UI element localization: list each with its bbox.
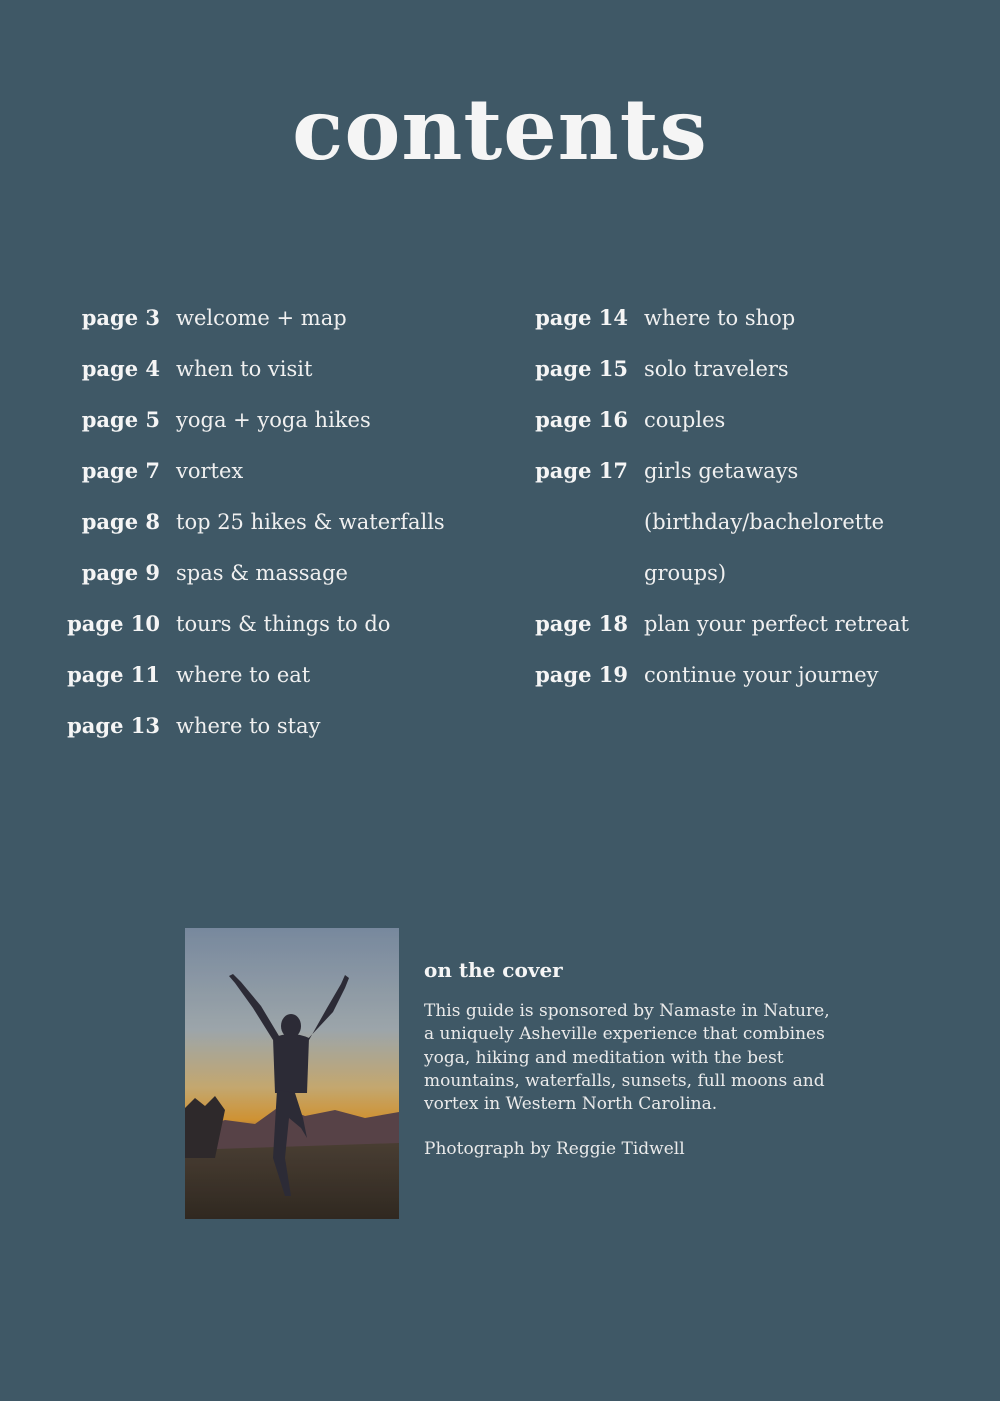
toc-label: groups) — [644, 561, 727, 585]
toc-entry[interactable] — [60, 453, 500, 504]
toc-label: couples — [644, 408, 726, 432]
toc-entry[interactable] — [520, 606, 940, 657]
toc-entry[interactable] — [60, 300, 500, 351]
toc-entry[interactable] — [60, 606, 500, 657]
toc-page-number: page 10 — [67, 611, 160, 636]
toc-page-number: page 3 — [81, 305, 160, 330]
toc-page-number: page 5 — [81, 407, 160, 432]
toc-right-column — [520, 300, 940, 708]
toc-label: solo travelers — [644, 357, 789, 381]
toc-label: when to visit — [176, 357, 313, 381]
toc-label: continue your journey — [644, 663, 879, 687]
toc-page-number: page 7 — [81, 458, 160, 483]
toc-entry[interactable] — [60, 657, 500, 708]
toc-entry[interactable] — [520, 300, 940, 351]
toc-page-number: page 16 — [535, 407, 628, 432]
toc-entry[interactable] — [60, 555, 500, 606]
toc-entry[interactable] — [520, 453, 940, 504]
toc-label: vortex — [176, 459, 244, 483]
toc-entry[interactable] — [520, 351, 940, 402]
toc-label: where to shop — [644, 306, 796, 330]
toc-label: (birthday/bachelorette — [644, 510, 885, 534]
toc-page-number: page 14 — [535, 305, 628, 330]
toc-page-number: page 8 — [81, 509, 160, 534]
toc-label: spas & massage — [176, 561, 348, 585]
toc-label: welcome + map — [176, 306, 347, 330]
toc-label: top 25 hikes & waterfalls — [176, 510, 445, 534]
toc-entry[interactable] — [60, 708, 500, 759]
toc-label: tours & things to do — [176, 612, 391, 636]
toc-entry[interactable] — [520, 657, 940, 708]
toc-entry[interactable] — [60, 402, 500, 453]
photo-credit: Photograph by Reggie Tidwell — [424, 1139, 685, 1159]
cover-description: This guide is sponsored by Namaste in Nature, a uniquely Asheville experience that combines yoga, hiking and meditation with the best mountains, waterfalls, sunsets, full moons and vortex in Western North Carolina. — [424, 1001, 830, 1115]
cover-photo — [185, 928, 399, 1219]
toc-entry[interactable] — [60, 351, 500, 402]
toc-label: where to stay — [176, 714, 321, 738]
toc-label: girls getaways — [644, 459, 799, 483]
toc-page-number: page 18 — [535, 611, 628, 636]
toc-entry-continuation[interactable] — [520, 555, 940, 606]
toc-page-number: page 4 — [81, 356, 160, 381]
toc-left-column — [60, 300, 500, 759]
toc-label: yoga + yoga hikes — [176, 408, 371, 432]
toc-page-number: page 13 — [67, 713, 160, 738]
toc-label: plan your perfect retreat — [644, 612, 909, 636]
toc-page-number: page 15 — [535, 356, 628, 381]
toc-page-number: page 11 — [67, 662, 160, 687]
toc-entry[interactable] — [520, 402, 940, 453]
toc-page-number: page 17 — [535, 458, 628, 483]
page-title: contents — [292, 80, 708, 179]
toc-page-number: page 9 — [81, 560, 160, 585]
toc-label: where to eat — [176, 663, 311, 687]
toc-entry[interactable] — [60, 504, 500, 555]
toc-entry-continuation[interactable] — [520, 504, 940, 555]
toc-page-number: page 19 — [535, 662, 628, 687]
cover-heading: on the cover — [424, 958, 563, 982]
